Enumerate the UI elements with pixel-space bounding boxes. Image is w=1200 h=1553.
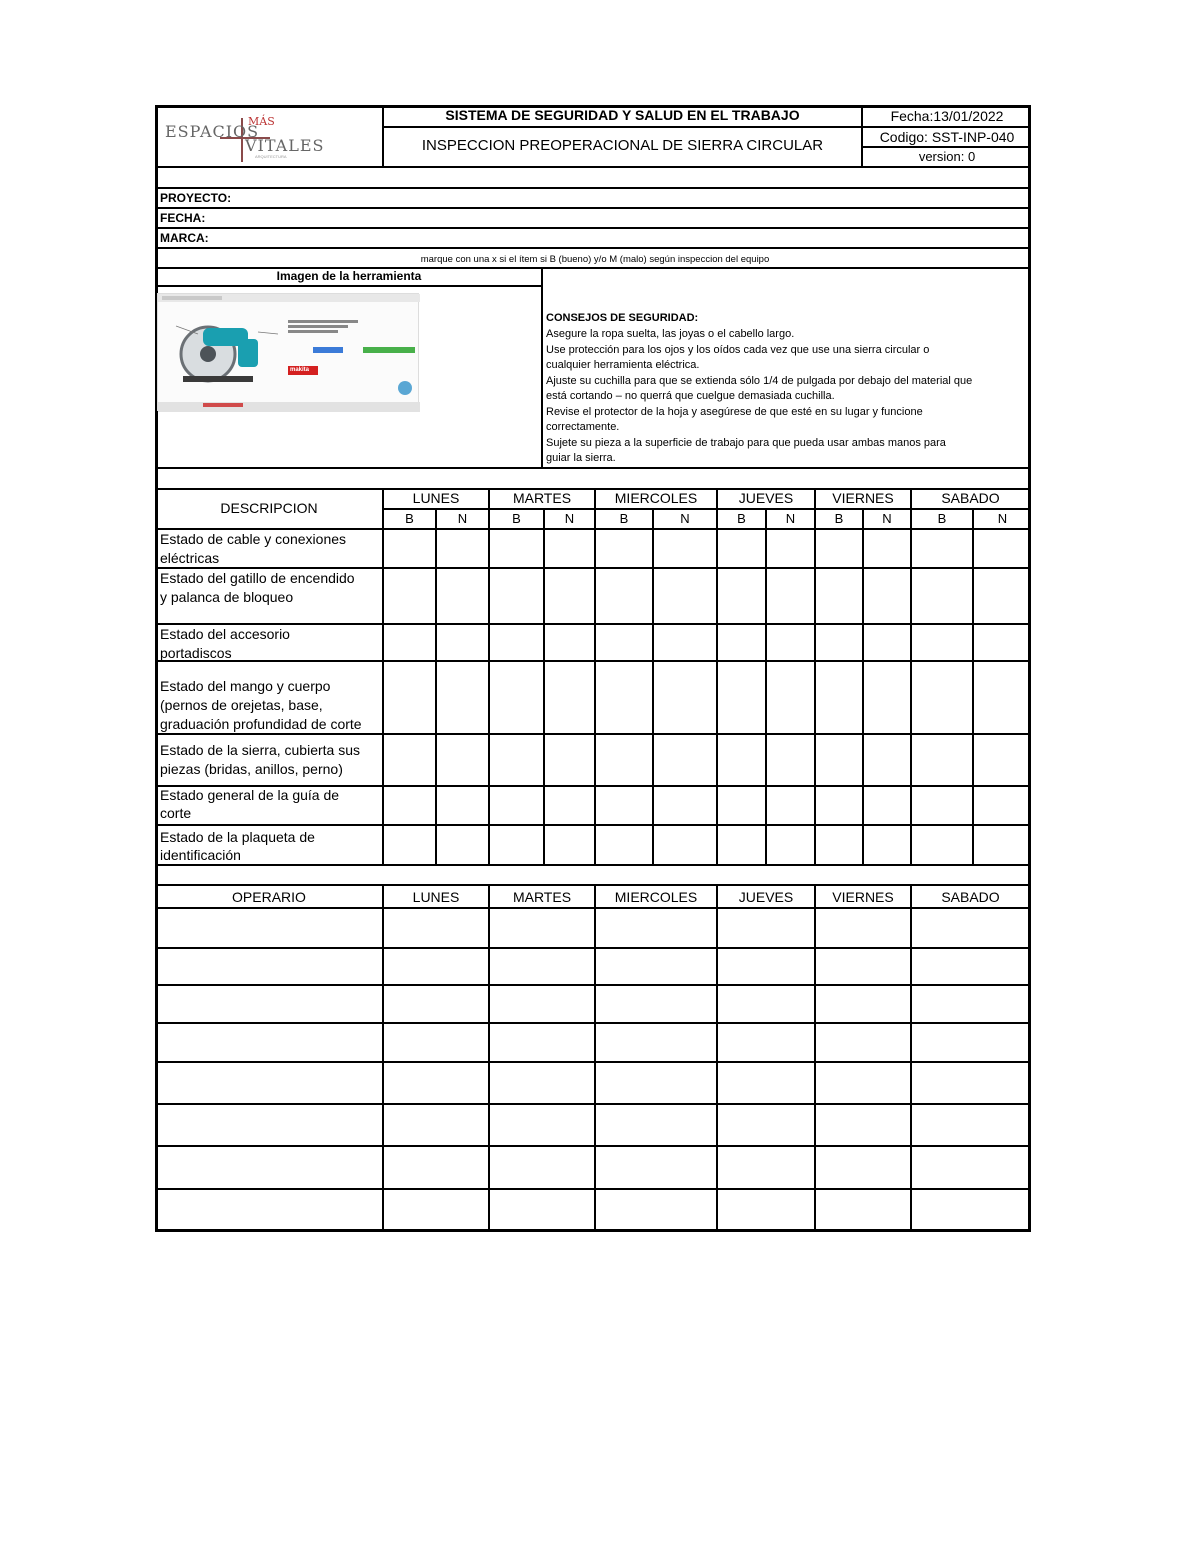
check-cell-b[interactable]	[490, 569, 543, 623]
operator-day-cell[interactable]	[596, 1105, 716, 1145]
check-cell-n[interactable]	[974, 826, 1031, 864]
check-cell-n[interactable]	[767, 826, 814, 864]
safety-line: Use protección para los ojos y los oídos cada vez que use una sierra circular o	[546, 343, 930, 356]
safety-line: está cortando – no querrá que cuelgue demasiada cuchilla.	[546, 390, 835, 402]
check-cell-b[interactable]	[384, 735, 435, 785]
operator-day-cell[interactable]	[718, 1190, 814, 1229]
check-cell-n[interactable]	[864, 530, 910, 567]
item-4-line-3: graduación profundidad de corte	[160, 716, 362, 732]
operator-name-cell[interactable]	[157, 909, 381, 947]
sub-header-b: B	[405, 511, 414, 526]
sub-header-b: B	[737, 511, 746, 526]
form-date: Fecha:13/01/2022	[890, 108, 1004, 124]
operator-day-cell[interactable]	[816, 1063, 910, 1103]
logo-word-espacios: ESPACIOS	[165, 122, 260, 141]
tool-image	[157, 293, 419, 411]
operator-day-cell[interactable]	[384, 1063, 488, 1103]
check-cell-n[interactable]	[864, 662, 910, 733]
project-label: PROYECTO:	[160, 191, 232, 205]
check-cell-b[interactable]	[490, 826, 543, 864]
check-cell-b[interactable]	[384, 530, 435, 567]
image-section-title: Imagen de la herramienta	[276, 269, 422, 283]
check-cell-b[interactable]	[384, 826, 435, 864]
form-version: version: 0	[918, 149, 976, 164]
item-2-line-1: Estado del gatillo de encendido	[160, 570, 355, 586]
safety-line: correctamente.	[546, 421, 620, 433]
item-7-line-1: Estado de la plaqueta de	[160, 829, 315, 845]
operator-header: OPERARIO	[232, 889, 306, 905]
check-cell-b[interactable]	[596, 662, 652, 733]
check-cell-n[interactable]	[974, 530, 1031, 567]
operator-day-cell[interactable]	[912, 1105, 1031, 1145]
check-cell-n[interactable]	[545, 662, 594, 733]
operator-day-cell[interactable]	[384, 1105, 488, 1145]
operator-day-cell[interactable]	[912, 909, 1031, 947]
operator-day-cell[interactable]	[816, 909, 910, 947]
check-cell-b[interactable]	[718, 787, 765, 824]
check-cell-b[interactable]	[384, 662, 435, 733]
operator-day-cell[interactable]	[490, 1063, 594, 1103]
op-day-sabado: SABADO	[941, 889, 1000, 905]
operator-day-cell[interactable]	[718, 949, 814, 984]
check-cell-b[interactable]	[718, 735, 765, 785]
operator-day-cell[interactable]	[816, 1147, 910, 1188]
check-cell-b[interactable]	[816, 787, 862, 824]
operator-day-cell[interactable]	[718, 1024, 814, 1061]
operator-day-cell[interactable]	[490, 1024, 594, 1061]
check-cell-n[interactable]	[654, 826, 716, 864]
op-day-viernes: VIERNES	[832, 889, 894, 905]
check-cell-n[interactable]	[864, 625, 910, 660]
check-cell-b[interactable]	[596, 826, 652, 864]
company-logo	[160, 110, 380, 165]
check-cell-b[interactable]	[816, 662, 862, 733]
safety-line: Ajuste su cuchilla para que se extienda sólo 1/4 de pulgada por debajo del material que	[546, 374, 973, 387]
date-field[interactable]	[260, 208, 1028, 227]
operator-day-cell[interactable]	[490, 949, 594, 984]
check-cell-b[interactable]	[816, 530, 862, 567]
sub-header-n: N	[564, 511, 575, 526]
operator-day-cell[interactable]	[718, 909, 814, 947]
check-cell-b[interactable]	[912, 735, 972, 785]
check-cell-b[interactable]	[718, 662, 765, 733]
item-1-line-2: eléctricas	[160, 550, 220, 566]
operator-name-cell[interactable]	[157, 1105, 381, 1145]
operator-day-cell[interactable]	[596, 1063, 716, 1103]
check-cell-n[interactable]	[767, 569, 814, 623]
operator-day-cell[interactable]	[384, 1147, 488, 1188]
sub-header-n: N	[680, 511, 690, 526]
operator-day-cell[interactable]	[384, 1024, 488, 1061]
check-cell-b[interactable]	[718, 569, 765, 623]
day-header-sabado: SABADO	[941, 490, 1000, 506]
operator-day-cell[interactable]	[912, 1190, 1031, 1229]
check-cell-n[interactable]	[545, 787, 594, 824]
item-7-line-2: identificación	[160, 847, 241, 863]
operator-day-cell[interactable]	[596, 949, 716, 984]
check-cell-n[interactable]	[767, 787, 814, 824]
check-cell-b[interactable]	[816, 735, 862, 785]
operator-day-cell[interactable]	[384, 986, 488, 1022]
check-cell-b[interactable]	[912, 787, 972, 824]
check-cell-b[interactable]	[718, 826, 765, 864]
check-cell-b[interactable]	[912, 826, 972, 864]
operator-day-cell[interactable]	[384, 949, 488, 984]
check-cell-n[interactable]	[654, 787, 716, 824]
sub-header-n: N	[882, 511, 892, 526]
check-cell-n[interactable]	[654, 625, 716, 660]
check-cell-n[interactable]	[437, 530, 488, 567]
operator-day-cell[interactable]	[816, 986, 910, 1022]
op-day-jueves: JUEVES	[738, 889, 794, 905]
check-cell-n[interactable]	[767, 662, 814, 733]
check-cell-b[interactable]	[596, 625, 652, 660]
check-cell-n[interactable]	[974, 662, 1031, 733]
sub-header-b: B	[834, 511, 844, 526]
operator-day-cell[interactable]	[490, 1147, 594, 1188]
day-header-viernes: VIERNES	[832, 490, 894, 506]
operator-name-cell[interactable]	[157, 1147, 381, 1188]
check-cell-n[interactable]	[545, 735, 594, 785]
safety-line: Sujete su pieza a la superficie de trabajo para que pueda usar ambas manos para	[546, 436, 946, 449]
operator-day-cell[interactable]	[596, 909, 716, 947]
operator-day-cell[interactable]	[596, 1190, 716, 1229]
day-header-martes: MARTES	[512, 490, 572, 506]
description-header: DESCRIPCION	[220, 500, 318, 516]
item-6-line-2: corte	[160, 805, 192, 821]
check-cell-n[interactable]	[767, 625, 814, 660]
check-cell-n[interactable]	[974, 787, 1031, 824]
check-cell-n[interactable]	[974, 625, 1031, 660]
check-cell-n[interactable]	[437, 787, 488, 824]
operator-name-cell[interactable]	[157, 1063, 381, 1103]
item-1-line-1: Estado de cable y conexiones	[160, 531, 347, 547]
check-cell-n[interactable]	[437, 625, 488, 660]
sub-header-n: N	[785, 511, 796, 526]
operator-day-cell[interactable]	[912, 986, 1031, 1022]
day-header-jueves: JUEVES	[738, 490, 794, 506]
check-cell-n[interactable]	[864, 826, 910, 864]
check-cell-n[interactable]	[654, 569, 716, 623]
brand-badge: makita	[290, 367, 310, 373]
check-cell-n[interactable]	[437, 569, 488, 623]
operator-day-cell[interactable]	[816, 1024, 910, 1061]
operator-day-cell[interactable]	[490, 1105, 594, 1145]
form-code: Codigo: SST-INP-040	[879, 129, 1015, 145]
sub-header-n: N	[457, 511, 468, 526]
operator-day-cell[interactable]	[718, 1063, 814, 1103]
safety-line: Revise el protector de la hoja y asegúrese de que esté en su lugar y funcione	[546, 405, 923, 418]
safety-line: cualquier herramienta eléctrica.	[546, 359, 700, 371]
check-cell-b[interactable]	[912, 569, 972, 623]
day-header-lunes: LUNES	[412, 490, 460, 506]
op-day-miercoles: MIERCOLES	[614, 889, 698, 905]
check-cell-b[interactable]	[596, 569, 652, 623]
check-cell-b[interactable]	[596, 787, 652, 824]
check-cell-b[interactable]	[816, 569, 862, 623]
check-cell-b[interactable]	[490, 787, 543, 824]
item-3-line-1: Estado del accesorio	[160, 626, 290, 642]
check-cell-n[interactable]	[545, 826, 594, 864]
sub-header-b: B	[937, 511, 947, 526]
brand-field[interactable]	[260, 228, 1028, 247]
check-cell-n[interactable]	[437, 735, 488, 785]
operator-day-cell[interactable]	[490, 986, 594, 1022]
safety-line: Asegure la ropa suelta, las joyas o el cabello largo.	[546, 328, 795, 340]
check-cell-n[interactable]	[974, 735, 1031, 785]
instruction-text: marque con una x si el ítem si B (bueno) y/o M (malo) según inspeccion del equipo	[420, 254, 770, 265]
operator-day-cell[interactable]	[596, 1024, 716, 1061]
operator-day-cell[interactable]	[912, 949, 1031, 984]
safety-heading: CONSEJOS DE SEGURIDAD:	[546, 312, 699, 324]
date-label: FECHA:	[160, 211, 206, 225]
check-cell-n[interactable]	[864, 787, 910, 824]
check-cell-n[interactable]	[767, 735, 814, 785]
form-title: INSPECCION PREOPERACIONAL DE SIERRA CIRCULAR	[421, 137, 824, 154]
operator-name-cell[interactable]	[157, 1024, 381, 1061]
check-cell-b[interactable]	[816, 826, 862, 864]
check-cell-b[interactable]	[912, 625, 972, 660]
check-cell-n[interactable]	[545, 530, 594, 567]
check-cell-b[interactable]	[490, 735, 543, 785]
check-cell-n[interactable]	[974, 569, 1031, 623]
logo-word-mas: MÁS	[248, 115, 275, 128]
check-cell-n[interactable]	[767, 530, 814, 567]
operator-day-cell[interactable]	[718, 1147, 814, 1188]
check-cell-b[interactable]	[490, 662, 543, 733]
check-cell-b[interactable]	[718, 530, 765, 567]
operator-name-cell[interactable]	[157, 949, 381, 984]
check-cell-b[interactable]	[490, 530, 543, 567]
check-cell-n[interactable]	[654, 662, 716, 733]
check-cell-b[interactable]	[384, 625, 435, 660]
operator-day-cell[interactable]	[912, 1147, 1031, 1188]
operator-day-cell[interactable]	[384, 1190, 488, 1229]
operator-day-cell[interactable]	[816, 949, 910, 984]
item-2-line-2: y palanca de bloqueo	[160, 589, 294, 605]
check-cell-b[interactable]	[384, 569, 435, 623]
check-cell-b[interactable]	[912, 662, 972, 733]
item-4-line-1: Estado del mango y cuerpo	[160, 678, 331, 694]
operator-day-cell[interactable]	[912, 1063, 1031, 1103]
check-cell-n[interactable]	[437, 662, 488, 733]
check-cell-b[interactable]	[718, 625, 765, 660]
check-cell-n[interactable]	[545, 569, 594, 623]
operator-day-cell[interactable]	[816, 1105, 910, 1145]
check-cell-b[interactable]	[384, 787, 435, 824]
item-4-line-2: (pernos de orejetas, base,	[160, 697, 323, 713]
item-5-line-2: piezas (bridas, anillos, perno)	[160, 761, 343, 777]
check-cell-n[interactable]	[654, 530, 716, 567]
operator-name-cell[interactable]	[157, 986, 381, 1022]
operator-day-cell[interactable]	[596, 986, 716, 1022]
check-cell-b[interactable]	[596, 530, 652, 567]
safety-line: guiar la sierra.	[546, 452, 616, 464]
check-cell-n[interactable]	[545, 625, 594, 660]
check-cell-n[interactable]	[864, 735, 910, 785]
check-cell-n[interactable]	[864, 569, 910, 623]
circular-saw-screenshot-icon	[158, 294, 420, 412]
operator-day-cell[interactable]	[384, 909, 488, 947]
operator-day-cell[interactable]	[490, 1190, 594, 1229]
operator-day-cell[interactable]	[490, 909, 594, 947]
operator-day-cell[interactable]	[718, 986, 814, 1022]
operator-day-cell[interactable]	[718, 1105, 814, 1145]
logo-word-vitales: VITALES	[245, 136, 325, 155]
check-cell-b[interactable]	[816, 625, 862, 660]
check-cell-b[interactable]	[912, 530, 972, 567]
operator-day-cell[interactable]	[912, 1024, 1031, 1061]
check-cell-n[interactable]	[654, 735, 716, 785]
item-3-line-2: portadiscos	[160, 645, 232, 661]
day-header-miercoles: MIERCOLES	[614, 490, 698, 506]
operator-name-cell[interactable]	[157, 1190, 381, 1229]
brand-label: MARCA:	[160, 231, 209, 245]
sub-header-b: B	[619, 511, 629, 526]
check-cell-b[interactable]	[490, 625, 543, 660]
operator-day-cell[interactable]	[596, 1147, 716, 1188]
item-5-line-1: Estado de la sierra, cubierta sus	[160, 742, 360, 758]
logo-tagline: ARQUITECTURA	[255, 154, 287, 159]
item-6-line-1: Estado general de la guía de	[160, 787, 340, 803]
sub-header-n: N	[997, 511, 1008, 526]
project-field[interactable]	[260, 188, 1028, 207]
op-day-martes: MARTES	[512, 889, 572, 905]
sub-header-b: B	[512, 511, 521, 526]
system-title: SISTEMA DE SEGURIDAD Y SALUD EN EL TRABAJO	[445, 107, 800, 123]
check-cell-b[interactable]	[596, 735, 652, 785]
op-day-lunes: LUNES	[412, 889, 460, 905]
check-cell-n[interactable]	[437, 826, 488, 864]
operator-day-cell[interactable]	[816, 1190, 910, 1229]
